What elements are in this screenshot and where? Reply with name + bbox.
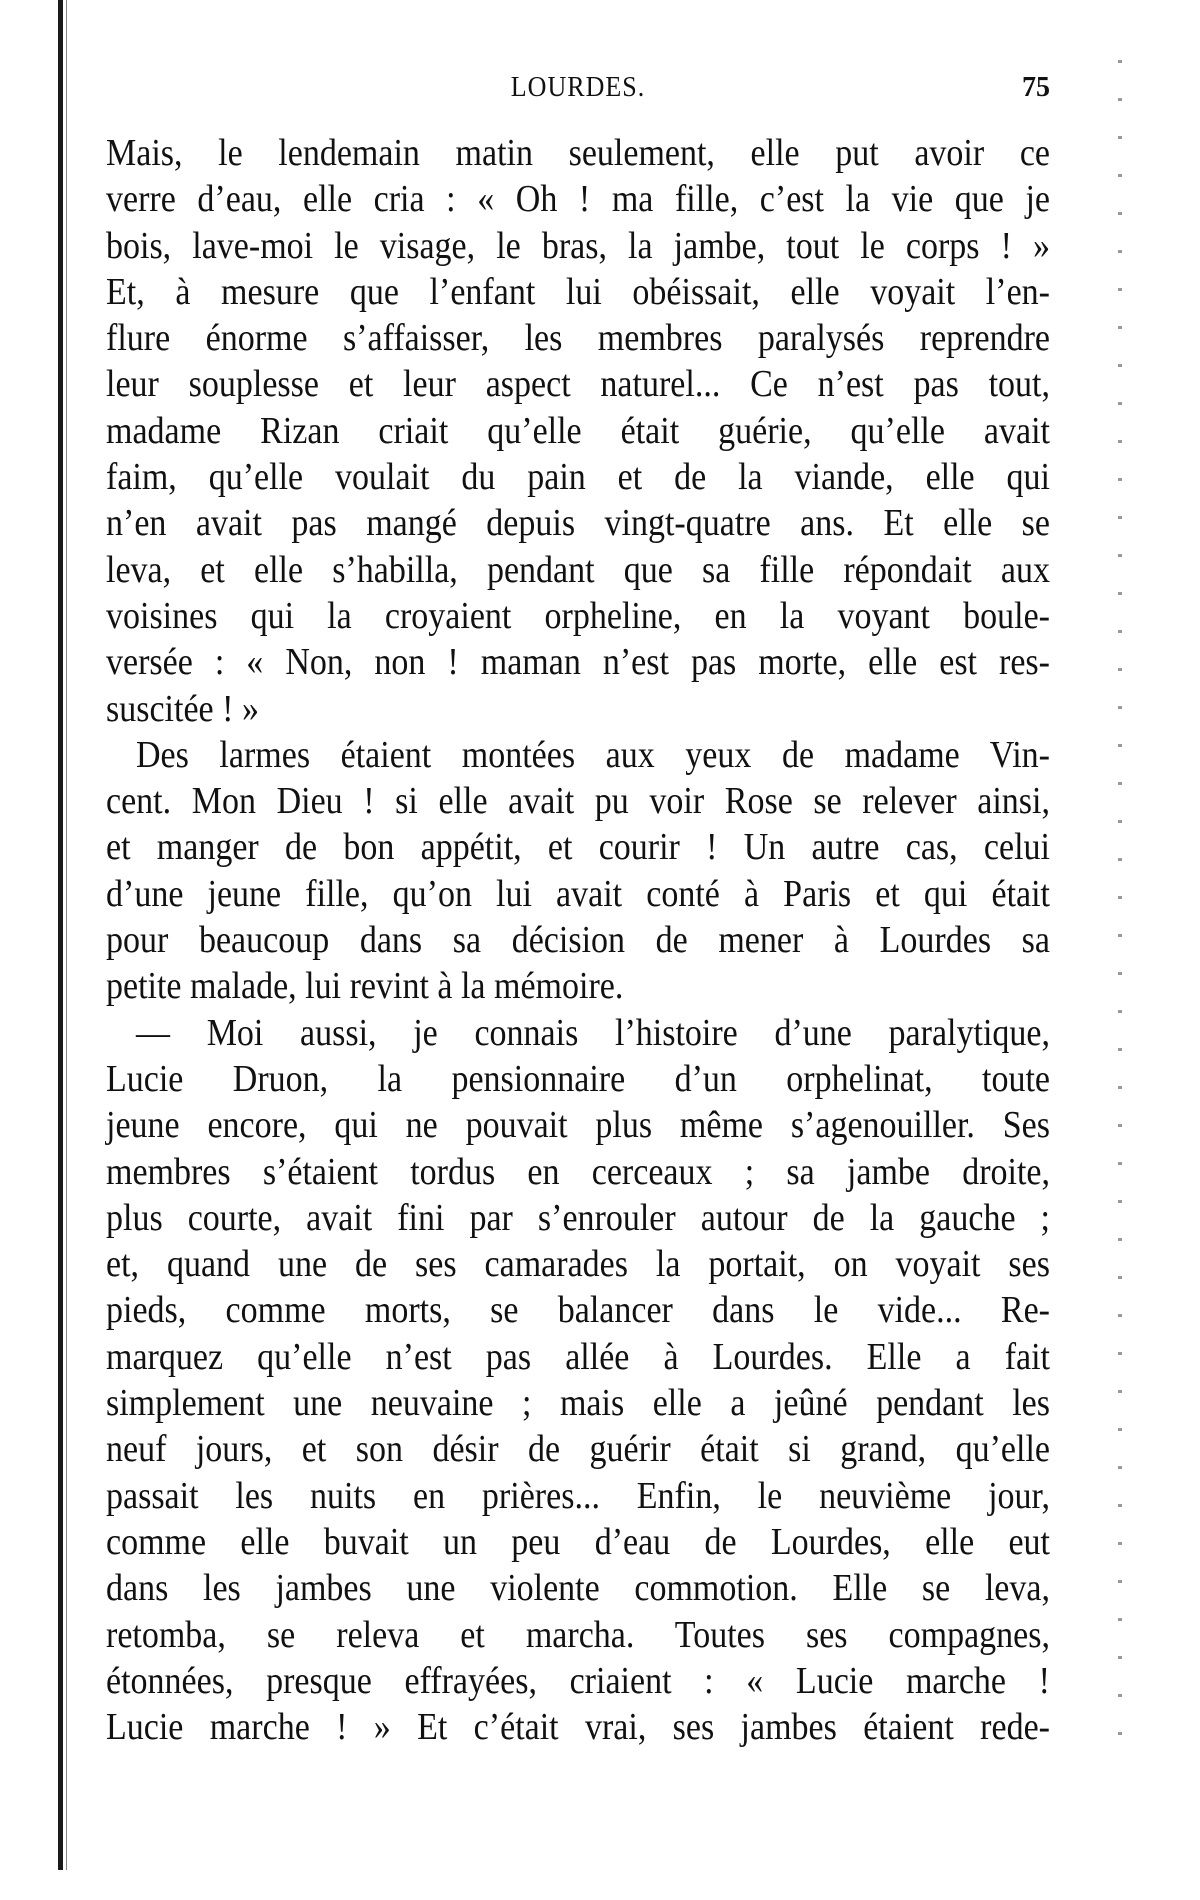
text-line: voisines qui la croyaient orpheline, en la voyant boule- — [106, 595, 1050, 638]
text-line: leva, et elle s’habilla, pendant que sa fille répondait aux — [106, 549, 1050, 591]
text-line: Des larmes étaient montées aux yeux de madame Vin- — [136, 734, 1050, 777]
text-line: suscitée ! » — [106, 688, 259, 730]
text-line: comme elle buvait un peu d’eau de Lourdes, elle eut — [106, 1521, 1050, 1564]
text-line: plus courte, avait fini par s’enrouler autour de la gauche ; — [106, 1197, 1050, 1239]
text-line: étonnées, presque effrayées, criaient : « Lucie marche ! — [106, 1660, 1050, 1702]
text-line: faim, qu’elle voulait du pain et de la viande, elle qui — [106, 456, 1050, 499]
text-line: Lucie marche ! » Et c’était vrai, ses jambes étaient rede- — [106, 1706, 1050, 1749]
text-line: dans les jambes une violente commotion. Elle se leva, — [106, 1567, 1050, 1610]
paragraph — [106, 1011, 1050, 1752]
text-line: versée : « Non, non ! maman n’est pas morte, elle est res- — [106, 641, 1050, 684]
text-line: pour beaucoup dans sa décision de mener à Lourdes sa — [106, 919, 1050, 962]
text-line: cent. Mon Dieu ! si elle avait pu voir Rose se relever ainsi, — [106, 780, 1050, 823]
text-line: neuf jours, et son désir de guérir était si grand, qu’elle — [106, 1429, 1050, 1471]
paragraph — [106, 131, 1050, 733]
body-text — [106, 131, 1050, 1751]
paragraph — [106, 733, 1050, 1011]
text-line: pieds, comme morts, se balancer dans le vide... Re- — [106, 1290, 1050, 1332]
text-line: leur souplesse et leur aspect naturel... Ce n’est pas tout, — [106, 364, 1050, 406]
text-line: bois, lave-moi le visage, le bras, la jambe, tout le corps ! » — [106, 225, 1050, 267]
book-spine-edge — [66, 0, 67, 1870]
text-line: n’en avait pas mangé depuis vingt-quatre ans. Et elle se — [106, 503, 1050, 545]
text-line: d’une jeune fille, qu’on lui avait conté à Paris et qui était — [106, 873, 1050, 915]
text-line: verre d’eau, elle cria : « Oh ! ma fille, c’est la vie que je — [106, 178, 1050, 221]
text-line: madame Rizan criait qu’elle était guérie, qu’elle avait — [106, 410, 1050, 452]
text-line: Lucie Druon, la pensionnaire d’un orphelinat, toute — [106, 1058, 1050, 1101]
text-line: Et, à mesure que l’enfant lui obéissait, elle voyait l’en- — [106, 271, 1050, 314]
text-line: petite malade, lui revint à la mémoire. — [106, 966, 624, 1008]
text-line: Mais, le lendemain matin seulement, elle put avoir ce — [106, 132, 1050, 175]
text-line: marquez qu’elle n’est pas allée à Lourdes. Elle a fait — [106, 1336, 1050, 1378]
text-line: et manger de bon appétit, et courir ! Un autre cas, celui — [106, 827, 1050, 869]
running-title: LOURDES. — [510, 70, 646, 103]
running-header — [106, 72, 1050, 112]
text-line: jeune encore, qui ne pouvait plus même s’agenouiller. Ses — [106, 1104, 1050, 1147]
page-number: 75 — [1022, 72, 1050, 103]
text-line: flure énorme s’affaisser, les membres paralysés reprendre — [106, 317, 1050, 360]
text-line: — Moi aussi, je connais l’histoire d’une paralytique, — [136, 1012, 1050, 1054]
book-spine-shadow — [58, 0, 63, 1870]
text-line: et, quand une de ses camarades la portait, on voyait ses — [106, 1243, 1050, 1286]
text-line: passait les nuits en prières... Enfin, le neuvième jour, — [106, 1475, 1050, 1517]
text-line: membres s’étaient tordus en cerceaux ; sa jambe droite, — [106, 1151, 1050, 1193]
text-line: retomba, se releva et marcha. Toutes ses compagnes, — [106, 1614, 1050, 1656]
page-edge-marks — [1118, 60, 1122, 1760]
text-line: simplement une neuvaine ; mais elle a jeûné pendant les — [106, 1382, 1050, 1425]
